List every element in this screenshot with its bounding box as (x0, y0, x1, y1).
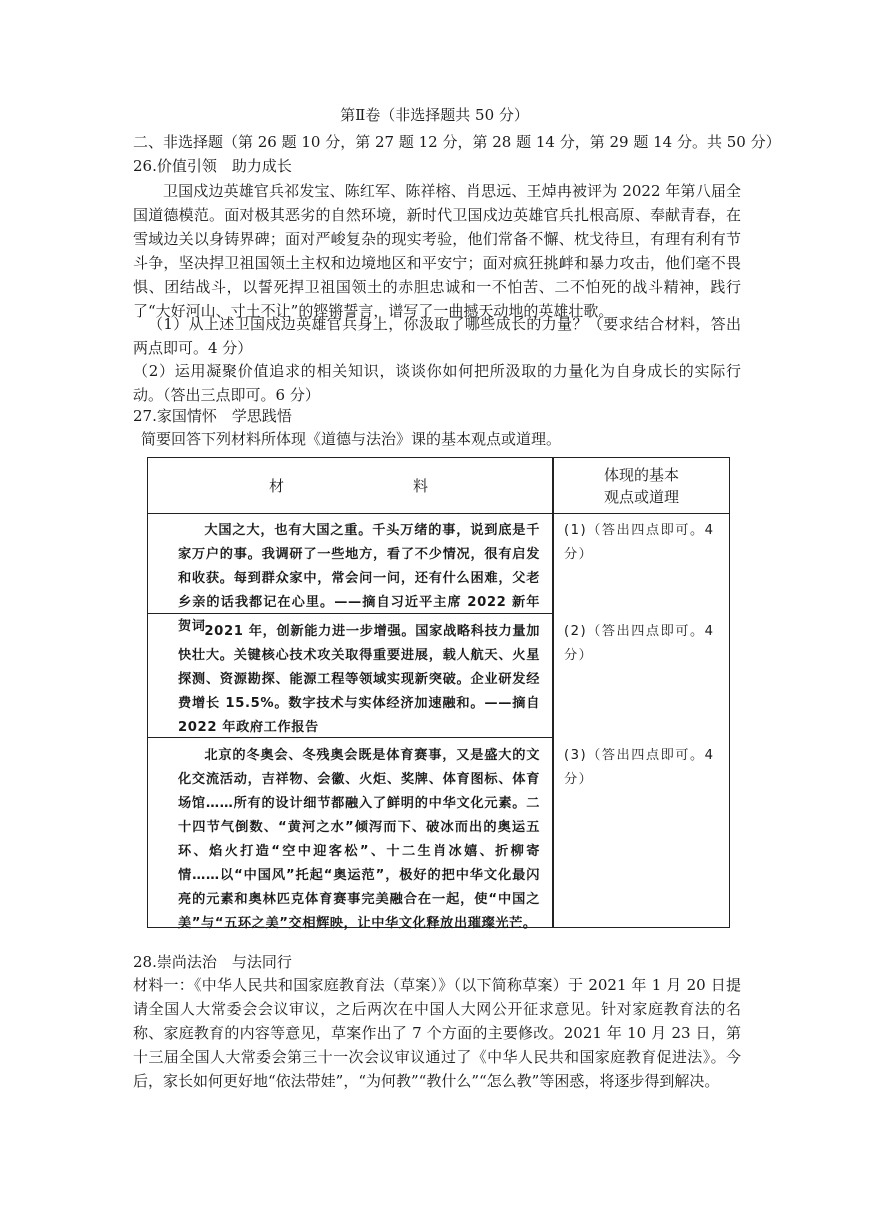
section-title: 第Ⅱ卷（非选择题共 50 分） (340, 106, 529, 124)
q27-heading: 27.家国情怀 学思践悟 (133, 407, 292, 425)
table-row-3-answer: (3)（答出四点即可。4分） (564, 748, 715, 787)
table-row-2-answer: (2)（答出四点即可。4分） (564, 624, 715, 663)
header-material: 材 料 (268, 477, 461, 495)
part-heading: 二、非选择题（第 26 题 10 分，第 27 题 12 分，第 28 题 14 分，第 29 题 14 分。共 50 分） (133, 133, 781, 151)
q26-sub2: （2）运用凝聚价值追求的相关知识，谈谈你如何把所汲取的力量化为自身成长的实际行动。（答出三点即可。6 分） (133, 362, 741, 404)
q27-instruction: 简要回答下列材料所体现《道德与法治》课的基本观点或道理。 (141, 430, 562, 448)
q26-sub1: （1）从上述卫国戍边英雄官兵身上，你汲取了哪些成长的力量？（要求结合材料，答出两点即可。4 分） (133, 315, 741, 357)
row-3-material-text: 北京的冬奥会、冬残奥会既是体育赛事，又是盛大的文化交流活动，吉祥物、会徽、火炬、奖牌、体育图标、体育场馆……所有的设计细节都融入了鲜明的中华文化元素。二十四节气倒数、“黄河之水”倾泻而下、破冰而出的奥运五环、焰火打造“空中迎客松”、十二生肖冰嬉、折柳寄情……以“中国风”托起“奥运范”，极好的把中华文化最闪亮的元素和奥林匹克体育赛事完美融合在一起，使“中国之美”与“五环之美”交相辉映，让中华文化释放出璀璨光芒。 (178, 748, 540, 931)
q28-heading: 28.崇尚法治 与法同行 (133, 953, 292, 971)
header-basis-line1: 体现的基本 (603, 465, 679, 484)
header-basis-line2: 观点或道理 (603, 487, 679, 506)
table-row-2-material (148, 614, 552, 738)
table-row-1-answer: (1)（答出四点即可。4分） (564, 523, 715, 562)
table-row-3-material (148, 738, 552, 931)
q26-material: 卫国戍边英雄官兵祁发宝、陈红军、陈祥榕、肖思远、王焯冉被评为 2022 年第八届全国道德模范。面对极其恶劣的自然环境，新时代卫国戍边英雄官兵扎根高原、奉献青春，在雪域边关以身铸界碑；面对严峻复杂的现实考验，他们常备不懈、枕戈待旦，有理有利有节斗争，坚决捍卫祖国领土主权和边境地区和平安宁；面对疯狂挑衅和暴力攻击，他们毫不畏惧、团结战斗，以誓死捍卫祖国领土的赤胆忠诚和一不怕苦、二不怕死的战斗精神，践行了“大好河山、寸土不让”的铿锵誓言，谱写了一曲撼天动地的英雄壮歌。 (133, 182, 741, 320)
q27-table (147, 457, 730, 931)
header-basis (554, 458, 729, 513)
table-header (148, 458, 729, 514)
table-row-1-material (148, 513, 552, 634)
q26-heading: 26.价值引领 助力成长 (133, 157, 292, 175)
q28-material: 材料一：《中华人民共和国家庭教育法（草案）》（以下简称草案）于 2021 年 1 月 20 日提请全国人大常委会会议审议，之后两次在中国人大网公开征求意见。针对家庭教育法的名称、家庭教育的内容等意见，草案作出了 7 个方面的主要修改。2021 年 10 月 23 日，第十三届全国人大常委会第三十一次会议审议通过了《中华人民共和国家庭教育促进法》。今后，家长如何更好地“依法带娃”，“为何教”“教什么”“怎么教”等困惑，将逐步得到解决。 (133, 976, 741, 1090)
row-2-material-text: 2021 年，创新能力进一步增强。国家战略科技力量加快壮大。关键核心技术攻关取得重要进展，载人航天、火星探测、资源勘探、能源工程等领域实现新突破。企业研发经费增长 15.5%。数字技术与实体经济加速融和。——摘自 2022 年政府工作报告 (178, 624, 540, 735)
row-1-material-text: 大国之大，也有大国之重。千头万绪的事，说到底是千家万户的事。我调研了一些地方，看了不少情况，很有启发和收获。每到群众家中，常会问一问，还有什么困难，父老乡亲的话我都记在心里。——摘自习近平主席 2022 新年贺词 (178, 523, 540, 634)
